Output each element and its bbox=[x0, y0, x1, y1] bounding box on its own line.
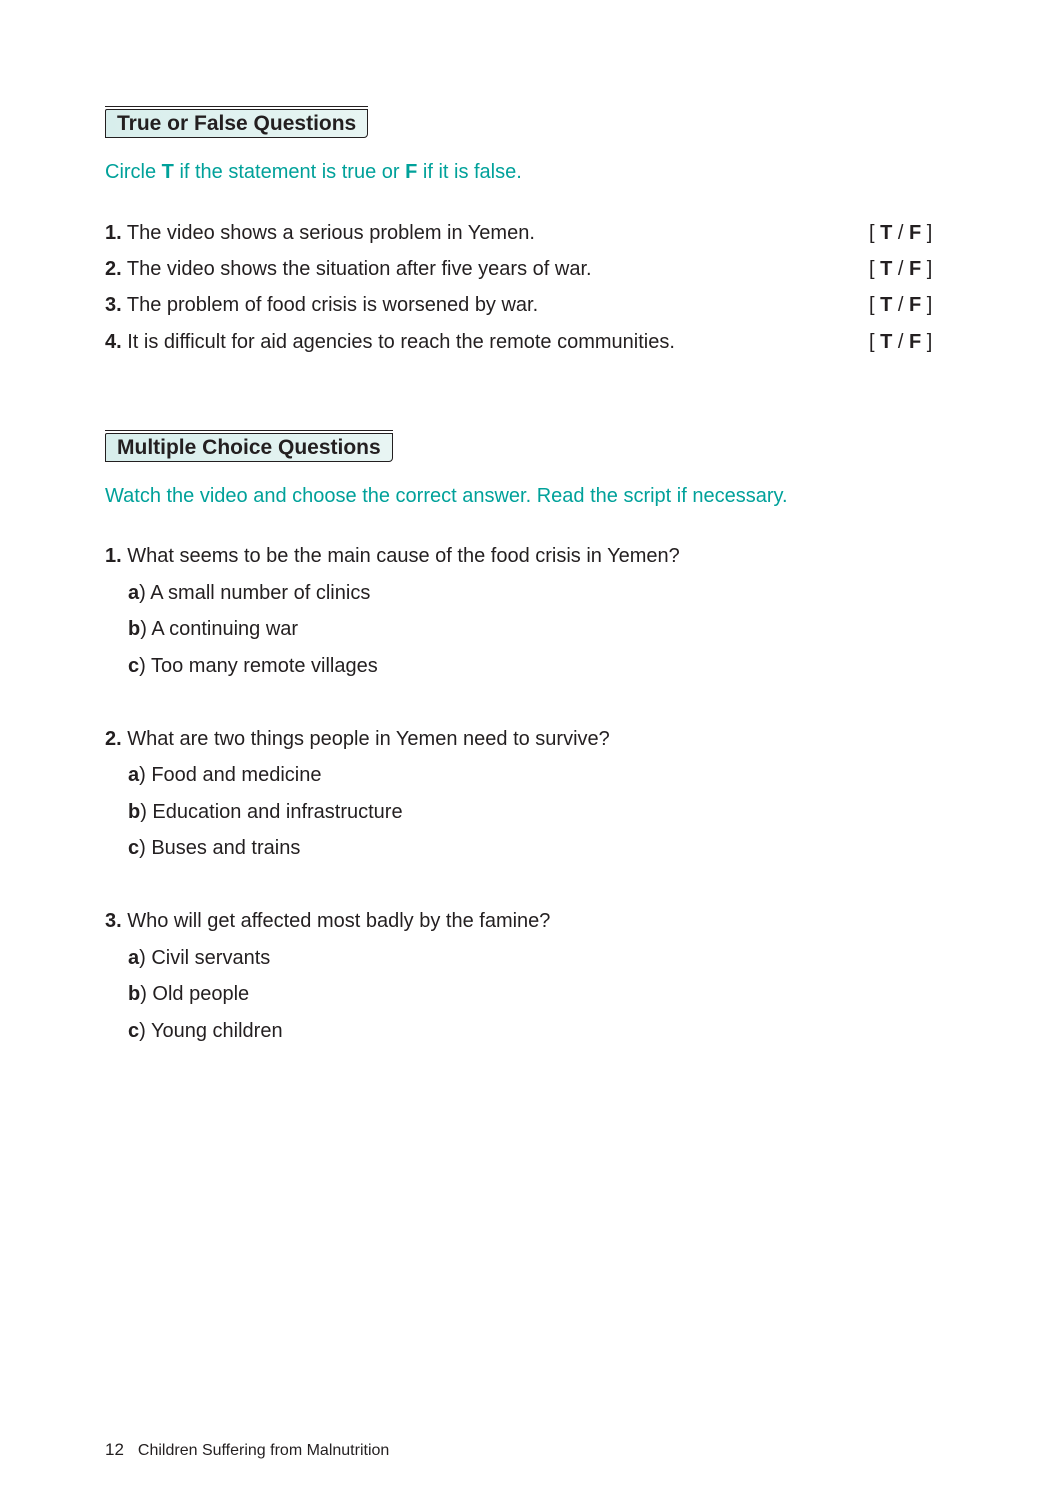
tf-text: The problem of food crisis is worsened by war. bbox=[121, 294, 539, 316]
mc-option-2c[interactable]: c) Buses and trains bbox=[128, 837, 301, 859]
true-option[interactable]: T bbox=[880, 294, 893, 316]
true-false-instruction: Circle T if the statement is true or F if it is false. bbox=[105, 161, 522, 183]
tf-text: The video shows the situation after five years of war. bbox=[121, 258, 592, 280]
false-option[interactable]: F bbox=[909, 331, 922, 353]
chapter-title: Children Suffering from Malnutrition bbox=[137, 1442, 390, 1459]
mc-option-1c[interactable]: c) Too many remote villages bbox=[128, 655, 378, 677]
mc-option-2b[interactable]: b) Education and infrastructure bbox=[128, 801, 403, 823]
tf-choice-3[interactable]: [ T / F ] bbox=[869, 294, 933, 316]
tf-text: The video shows a serious problem in Yemen. bbox=[121, 222, 535, 244]
true-false-heading: True or False Questions bbox=[105, 109, 368, 138]
mc-option-2a[interactable]: a) Food and medicine bbox=[128, 764, 322, 786]
true-option[interactable]: T bbox=[880, 222, 893, 244]
tf-number: 3. bbox=[105, 294, 122, 316]
multiple-choice-instruction: Watch the video and choose the correct answer. Read the script if necessary. bbox=[105, 485, 788, 507]
mc-question-2: 2. What are two things people in Yemen need to survive? bbox=[105, 728, 610, 750]
mc-option-1b[interactable]: b) A continuing war bbox=[128, 618, 299, 640]
tf-statement-2 bbox=[105, 256, 935, 282]
tf-statement-1 bbox=[105, 220, 935, 246]
true-option[interactable]: T bbox=[880, 258, 893, 280]
tf-statement-4 bbox=[105, 329, 935, 355]
tf-number: 1. bbox=[105, 222, 122, 244]
tf-choice-2[interactable]: [ T / F ] bbox=[869, 258, 933, 280]
tf-choice-4[interactable]: [ T / F ] bbox=[869, 331, 933, 353]
mc-question-1: 1. What seems to be the main cause of the food crisis in Yemen? bbox=[105, 545, 680, 567]
mc-option-1a[interactable]: a) A small number of clinics bbox=[128, 582, 371, 604]
page-footer bbox=[105, 1440, 389, 1461]
tf-statement-3 bbox=[105, 292, 935, 318]
mc-option-3b[interactable]: b) Old people bbox=[128, 983, 250, 1005]
tf-number: 2. bbox=[105, 258, 122, 280]
mc-option-3a[interactable]: a) Civil servants bbox=[128, 947, 271, 969]
mc-question-3: 3. Who will get affected most badly by the famine? bbox=[105, 910, 551, 932]
mc-option-3c[interactable]: c) Young children bbox=[128, 1020, 283, 1042]
multiple-choice-heading: Multiple Choice Questions bbox=[105, 433, 393, 462]
false-option[interactable]: F bbox=[909, 222, 922, 244]
true-option[interactable]: T bbox=[880, 331, 893, 353]
tf-choice-1[interactable]: [ T / F ] bbox=[869, 222, 933, 244]
tf-number: 4. bbox=[105, 331, 122, 353]
false-option[interactable]: F bbox=[909, 258, 922, 280]
false-option[interactable]: F bbox=[909, 294, 922, 316]
tf-text: It is difficult for aid agencies to reach the remote communities. bbox=[121, 331, 675, 353]
page-number: 12 bbox=[105, 1440, 124, 1459]
